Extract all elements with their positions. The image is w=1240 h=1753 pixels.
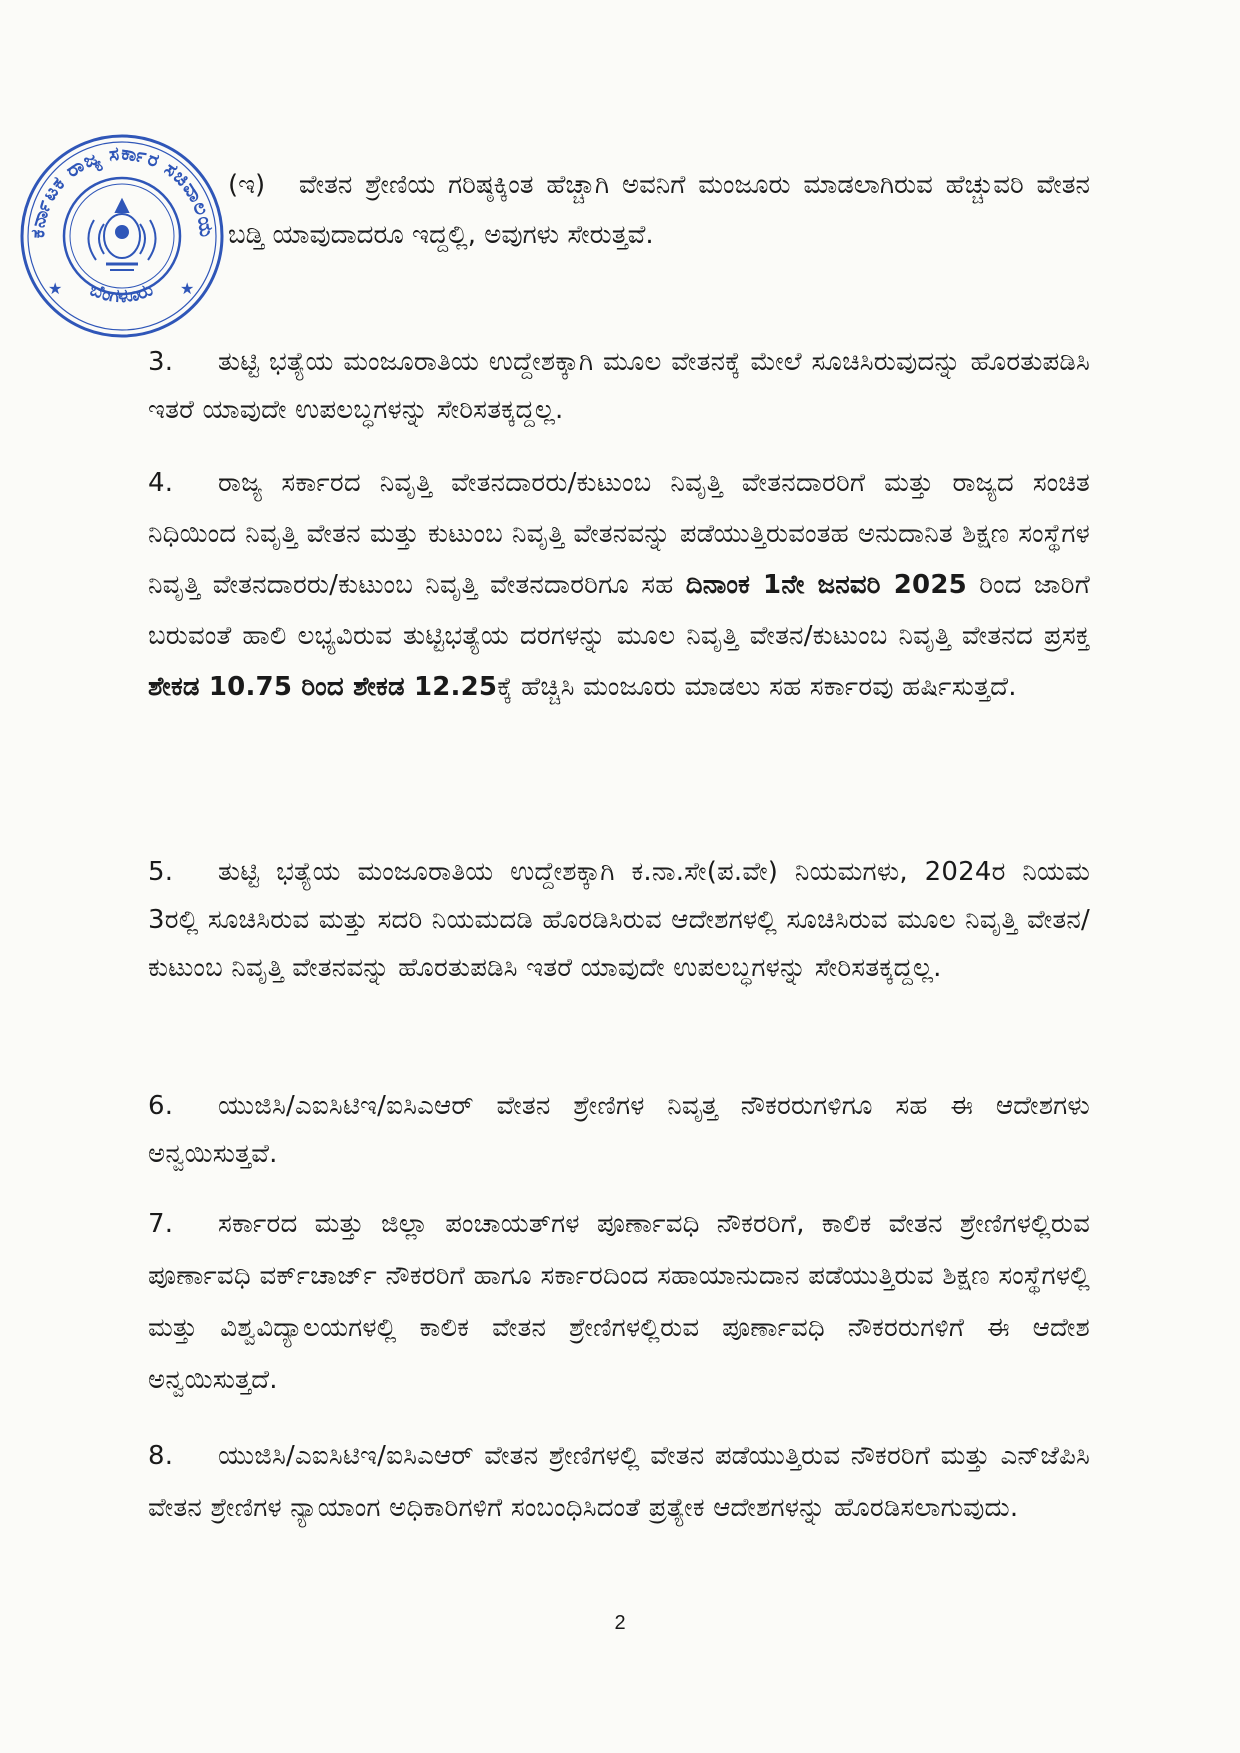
svg-text:ಬೆಂಗಳೂರು bbox=[87, 279, 156, 307]
paragraph-text: ಯುಜಿಸಿ/ಎಐಸಿಟಿಇ/ಐಸಿಎಆರ್ ವೇತನ ಶ್ರೇಣಿಗಳ ನಿವೃತ್ತ ನೌಕರರುಗಳಿಗೂ ಸಹ ಈ ಆದೇಶಗಳು ಅನ್ವಯಿಸುತ್ತವೆ. bbox=[148, 1091, 1090, 1169]
seal-star-left-icon: ★ bbox=[48, 279, 63, 298]
page-number: 2 bbox=[614, 1612, 626, 1634]
paragraph-number: 5. bbox=[148, 857, 174, 887]
paragraph-text-part-2: ರಿಂದ ಜಾರಿಗೆ ಬರುವಂತೆ ಹಾಲಿ ಲಭ್ಯವಿರುವ ತುಟ್ಟಿಭತ್ಯೆಯ ದರಗಳನ್ನು ಮೂಲ ನಿವೃತ್ತಿ ವೇತನ/ಕುಟುಂಬ ನಿವೃತ್ತಿ ವೇತನದ ಪ್ರಸಕ್ತ bbox=[148, 570, 1091, 651]
paragraph-number: 6. bbox=[148, 1091, 174, 1121]
paragraph-text: ತುಟ್ಟಿ ಭತ್ಯೆಯ ಮಂಜೂರಾತಿಯ ಉದ್ದೇಶಕ್ಕಾಗಿ ಮೂಲ ವೇತನಕ್ಕೆ ಮೇಲೆ ಸೂಚಿಸಿರುವುದನ್ನು ಹೊರತುಪಡಿಸಿ ಇತರೆ ಯಾವುದೇ ಉಪಲಬ್ಧಗಳನ್ನು ಸೇರಿಸತಕ್ಕದ್ದಲ್ಲ. bbox=[148, 347, 1090, 425]
paragraph-7 bbox=[148, 1198, 1090, 1406]
paragraph-text: ಯುಜಿಸಿ/ಎಐಸಿಟಿಇ/ಐಸಿಎಆರ್ ವೇತನ ಶ್ರೇಣಿಗಳಲ್ಲಿ ವೇತನ ಪಡೆಯುತ್ತಿರುವ ನೌಕರರಿಗೆ ಮತ್ತು ಎನ್‌ಜೆಪಿಸಿ ವೇತನ ಶ್ರೇಣಿಗಳ ನ್ಯಾಯಾಂಗ ಅಧಿಕಾರಿಗಳಿಗೆ ಸಂಬಂಧಿಸಿದಂತೆ ಪ್ರತ್ಯೇಕ ಆದೇಶಗಳನ್ನು ಹೊರಡಿಸಲಾಗುವುದು. bbox=[148, 1441, 1090, 1523]
paragraph-number: 4. bbox=[148, 468, 174, 498]
paragraph-text: ಸರ್ಕಾರದ ಮತ್ತು ಜಿಲ್ಲಾ ಪಂಚಾಯತ್‌ಗಳ ಪೂರ್ಣಾವಧಿ ನೌಕರರಿಗೆ, ಕಾಲಿಕ ವೇತನ ಶ್ರೇಣಿಗಳಲ್ಲಿರುವ ಪೂರ್ಣಾವಧಿ ವರ್ಕ್‌ಚಾರ್ಜ್ ನೌಕರರಿಗೆ ಹಾಗೂ ಸರ್ಕಾರದಿಂದ ಸಹಾಯಾನುದಾನ ಪಡೆಯುತ್ತಿರುವ ಶಿಕ್ಷಣ ಸಂಸ್ಥೆಗಳಲ್ಲಿ ಮತ್ತು ವಿಶ್ವವಿದ್ಯಾಲಯಗಳಲ್ಲಿ ಕಾಲಿಕ ವೇತನ ಶ್ರೇಣಿಗಳಲ್ಲಿರುವ ಪೂರ್ಣಾವಧಿ ನೌಕರರುಗಳಿಗೆ ಈ ಆದೇಶ ಅನ್ವಯಿಸುತ್ತದೆ. bbox=[148, 1209, 1090, 1395]
subparagraph-text: ವೇತನ ಶ್ರೇಣಿಯ ಗರಿಷ್ಠಕ್ಕಿಂತ ಹೆಚ್ಚಾಗಿ ಅವನಿಗೆ ಮಂಜೂರು ಮಾಡಲಾಗಿರುವ ಹೆಚ್ಚುವರಿ ವೇತನ ಬಡ್ತಿ ಯಾವುದಾದರೂ ಇದ್ದಲ್ಲಿ, ಅವುಗಳು ಸೇರುತ್ತವೆ. bbox=[228, 170, 1090, 250]
paragraph-text: ತುಟ್ಟಿ ಭತ್ಯೆಯ ಮಂಜೂರಾತಿಯ ಉದ್ದೇಶಕ್ಕಾಗಿ ಕ.ನಾ.ಸೇ(ಪ.ವೇ) ನಿಯಮಗಳು, 2024ರ ನಿಯಮ 3ರಲ್ಲಿ ಸೂಚಿಸಿರುವ ಮತ್ತು ಸದರಿ ನಿಯಮದಡಿ ಹೊರಡಿಸಿರುವ ಆದೇಶಗಳಲ್ಲಿ ಸೂಚಿಸಿರುವ ಮೂಲ ನಿವೃತ್ತಿ ವೇತನ/ಕುಟುಂಬ ನಿವೃತ್ತಿ ವೇತನವನ್ನು ಹೊರತುಪಡಿಸಿ ಇತರೆ ಯಾವುದೇ ಉಪಲಬ್ಧಗಳನ್ನು ಸೇರಿಸತಕ್ಕದ್ದಲ್ಲ. bbox=[148, 857, 1090, 983]
emblem-icon bbox=[88, 200, 155, 270]
svg-text:ಕರ್ನಾಟಕ ರಾಜ್ಯ ಸರ್ಕಾರ ಸಚಿವಾಲಯ bbox=[27, 142, 218, 239]
paragraph-6 bbox=[148, 1082, 1090, 1178]
paragraph-number: 8. bbox=[148, 1441, 174, 1471]
seal-bottom-text: ಬೆಂಗಳೂರು bbox=[87, 279, 156, 308]
government-seal bbox=[14, 128, 229, 343]
subparagraph-i bbox=[228, 160, 1090, 260]
paragraph-number: 7. bbox=[148, 1209, 174, 1239]
paragraph-4 bbox=[148, 458, 1090, 713]
paragraph-text-part-3: ಕ್ಕೆ ಹೆಚ್ಚಿಸಿ ಮಂಜೂರು ಮಾಡಲು ಸಹ ಸರ್ಕಾರವು ಹರ್ಷಿಸುತ್ತದೆ. bbox=[497, 672, 1017, 702]
paragraph-text-part-1: ರಾಜ್ಯ ಸರ್ಕಾರದ ನಿವೃತ್ತಿ ವೇತನದಾರರು/ಕುಟುಂಬ ನಿವೃತ್ತಿ ವೇತನದಾರರಿಗೆ ಮತ್ತು ರಾಜ್ಯದ ಸಂಚಿತ ನಿಧಿಯಿಂದ ನಿವೃತ್ತಿ ವೇತನ ಮತ್ತು ಕುಟುಂಬ ನಿವೃತ್ತಿ ವೇತನವನ್ನು ಪಡೆಯುತ್ತಿರುವಂತಹ ಅನುದಾನಿತ ಶಿಕ್ಷಣ ಸಂಸ್ಥೆಗಳ ನಿವೃತ್ತಿ ವೇತನದಾರರು/ಕುಟುಂಬ ನಿವೃತ್ತಿ ವೇತನದಾರರಿಗೂ ಸಹ bbox=[148, 468, 1090, 600]
seal-star-right-icon: ★ bbox=[180, 279, 195, 298]
subparagraph-marker: (ಇ) bbox=[228, 170, 266, 200]
paragraph-8 bbox=[148, 1430, 1090, 1534]
paragraph-3 bbox=[148, 338, 1090, 434]
effective-date: ದಿನಾಂಕ 1ನೇ ಜನವರಿ 2025 bbox=[685, 570, 967, 600]
rate-change: ಶೇಕಡ 10.75 ರಿಂದ ಶೇಕಡ 12.25 bbox=[148, 672, 498, 702]
seal-top-text: ಕರ್ನಾಟಕ ರಾಜ್ಯ ಸರ್ಕಾರ ಸಚಿವಾಲಯ bbox=[26, 142, 218, 240]
paragraph-5 bbox=[148, 848, 1090, 992]
paragraph-number: 3. bbox=[148, 347, 174, 377]
